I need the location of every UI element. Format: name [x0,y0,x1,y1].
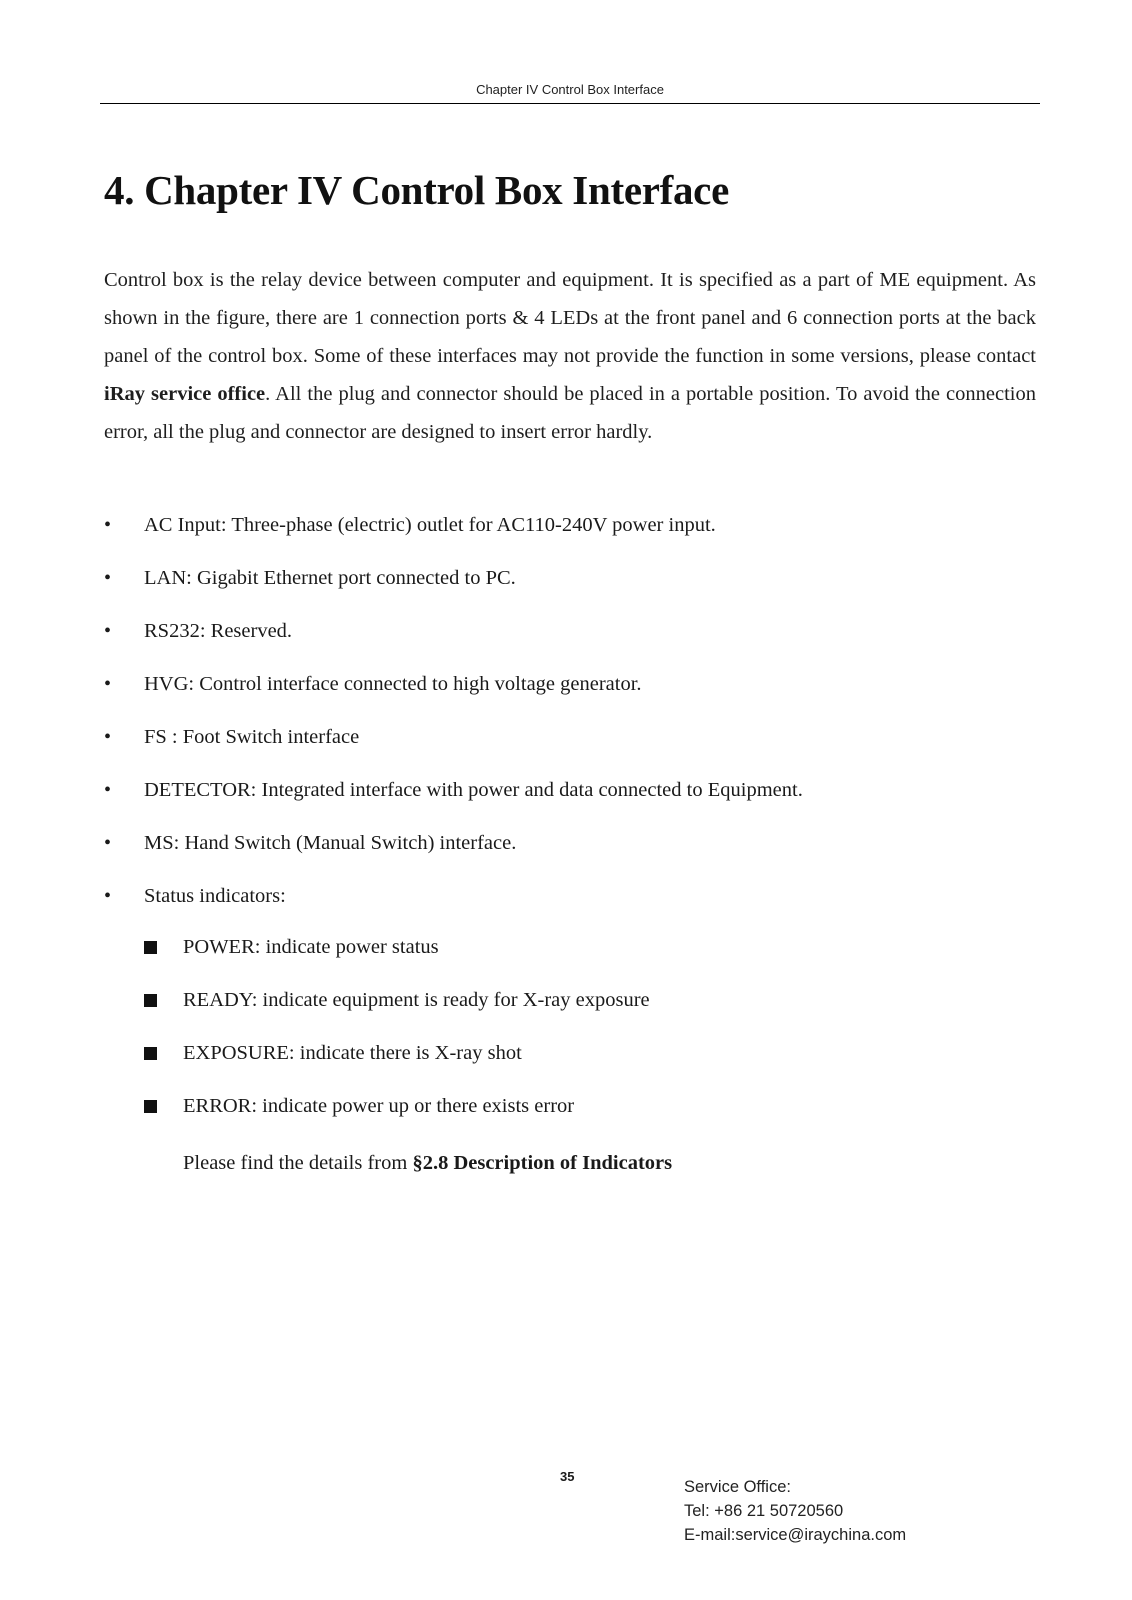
bullet-dot: • [104,832,112,854]
list-item-hvg [104,667,1034,720]
note-text: Please find the details from [183,1152,413,1174]
bullet-dot: • [104,885,112,907]
list-item-text: RS232: Reserved. [144,620,293,642]
list-item-lan [104,561,1034,614]
sub-item-text: ERROR: indicate power up or there exists error [183,1095,575,1117]
running-header: Chapter IV Control Box Interface [476,82,664,97]
list-item-text: FS : Foot Switch interface [144,726,360,748]
sub-item-text: EXPOSURE: indicate there is X-ray shot [183,1042,522,1064]
square-bullet-icon [144,1100,157,1113]
service-tel: Tel: +86 21 50720560 [684,1502,844,1520]
chapter-title: 4. Chapter IV Control Box Interface [104,167,729,213]
interface-list [104,508,1034,932]
bullet-dot: • [104,673,112,695]
intro-paragraph [104,261,1036,451]
list-item-rs232 [104,614,1034,667]
square-bullet-icon [144,941,157,954]
list-item-ms [104,826,1034,879]
intro-text-1: Control box is the relay device between computer and equipment. It is specified as a part of ME equipment. As shown in the figure, there are 1 connection ports & 4 LEDs at the front panel and 6 connection ports at the back panel of the control box. Some of these interfaces may not provide the function in some versions, please contact [104,269,1036,367]
service-office-label: Service Office: [684,1478,791,1496]
list-item-detector [104,773,1034,826]
indicator-reference-note [183,1146,672,1180]
note-section-reference: §2.8 Description of Indicators [412,1152,673,1174]
sub-item-exposure [144,1036,1024,1089]
list-item-text: LAN: Gigabit Ethernet port connected to PC. [144,567,516,589]
list-item-text: Status indicators: [144,885,286,907]
sub-item-error [144,1089,1024,1142]
intro-bold-contact: iRay service office [104,383,266,405]
bullet-dot: • [104,620,112,642]
sub-item-text: READY: indicate equipment is ready for X-ray exposure [183,989,650,1011]
list-item-text: AC Input: Three-phase (electric) outlet for AC110-240V power input. [144,514,716,536]
sub-item-ready [144,983,1024,1036]
page-number: 35 [560,1469,575,1484]
list-item-fs [104,720,1034,773]
bullet-dot: • [104,567,112,589]
bullet-dot: • [104,726,112,748]
list-item-text: DETECTOR: Integrated interface with power and data connected to Equipment. [144,779,803,801]
list-item-status-indicators [104,879,1034,932]
bullet-dot: • [104,779,112,801]
bullet-dot: • [104,514,112,536]
list-item-text: MS: Hand Switch (Manual Switch) interface. [144,832,517,854]
intro-text-2: . All the plug and connector should be placed in a portable position. To avoid the connection error, all the plug and connector are designed to insert error hardly. [104,383,1036,443]
list-item-text: HVG: Control interface connected to high voltage generator. [144,673,642,695]
square-bullet-icon [144,1047,157,1060]
service-office-block [684,1475,906,1547]
service-email: E-mail:service@iraychina.com [684,1526,907,1544]
sub-item-power [144,930,1024,983]
status-indicator-list [144,930,1024,1142]
square-bullet-icon [144,994,157,1007]
sub-item-text: POWER: indicate power status [183,936,439,958]
header-rule [100,103,1040,104]
list-item-ac-input [104,508,1034,561]
